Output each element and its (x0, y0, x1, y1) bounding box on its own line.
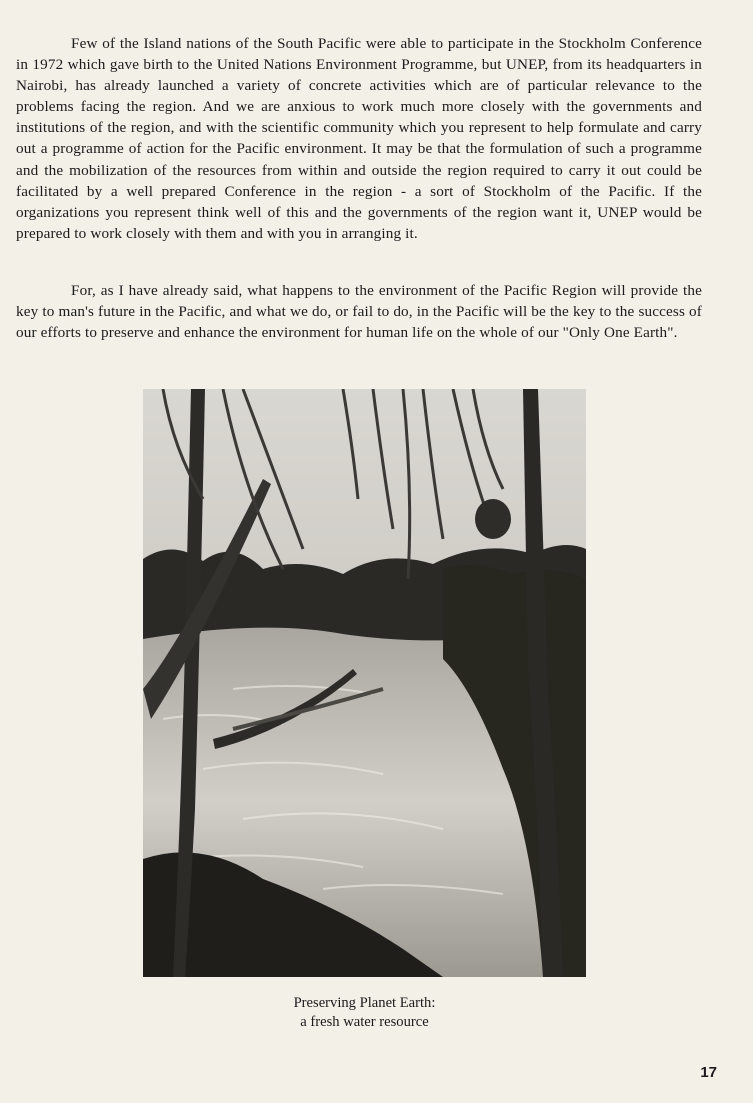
page-number: 17 (700, 1064, 717, 1081)
photo-caption-line-2: a fresh water resource (300, 1014, 429, 1030)
paragraph-2: For, as I have already said, what happens to the environment of the Pacific Region will provide the key to man's future in the Pacific, and what we do, or fail to do, in the Pacific will be the key to the success of our efforts to preserve and enhance the environment for human life on the whole of our "Only One Earth". (16, 282, 702, 342)
river-photograph (143, 389, 586, 977)
paragraph-1: Few of the Island nations of the South Pacific were able to participate in the Stockholm Conference in 1972 which gave birth to the United Nations Environment Programme, but UNEP, from its headquarters in Nairobi, has already launched a variety of concrete activities which are of particular relevance to the problems facing the region. And we are anxious to work much more closely with the governments and institutions of the region, and with the scientific community which you represent to help formulate and carry out a programme of action for the Pacific environment. It may be that the formulation of such a programme and the mobilization of the resources from within and outside the region required to carry it out could be facilitated by a well prepared Conference in the region - a sort of Stockholm of the Pacific. If the organizations you represent think well of this and the governments of the region want it, UNEP would be prepared to work closely with them and with you in arranging it. (16, 35, 702, 242)
photo-caption-line-1: Preserving Planet Earth: (293, 995, 436, 1011)
